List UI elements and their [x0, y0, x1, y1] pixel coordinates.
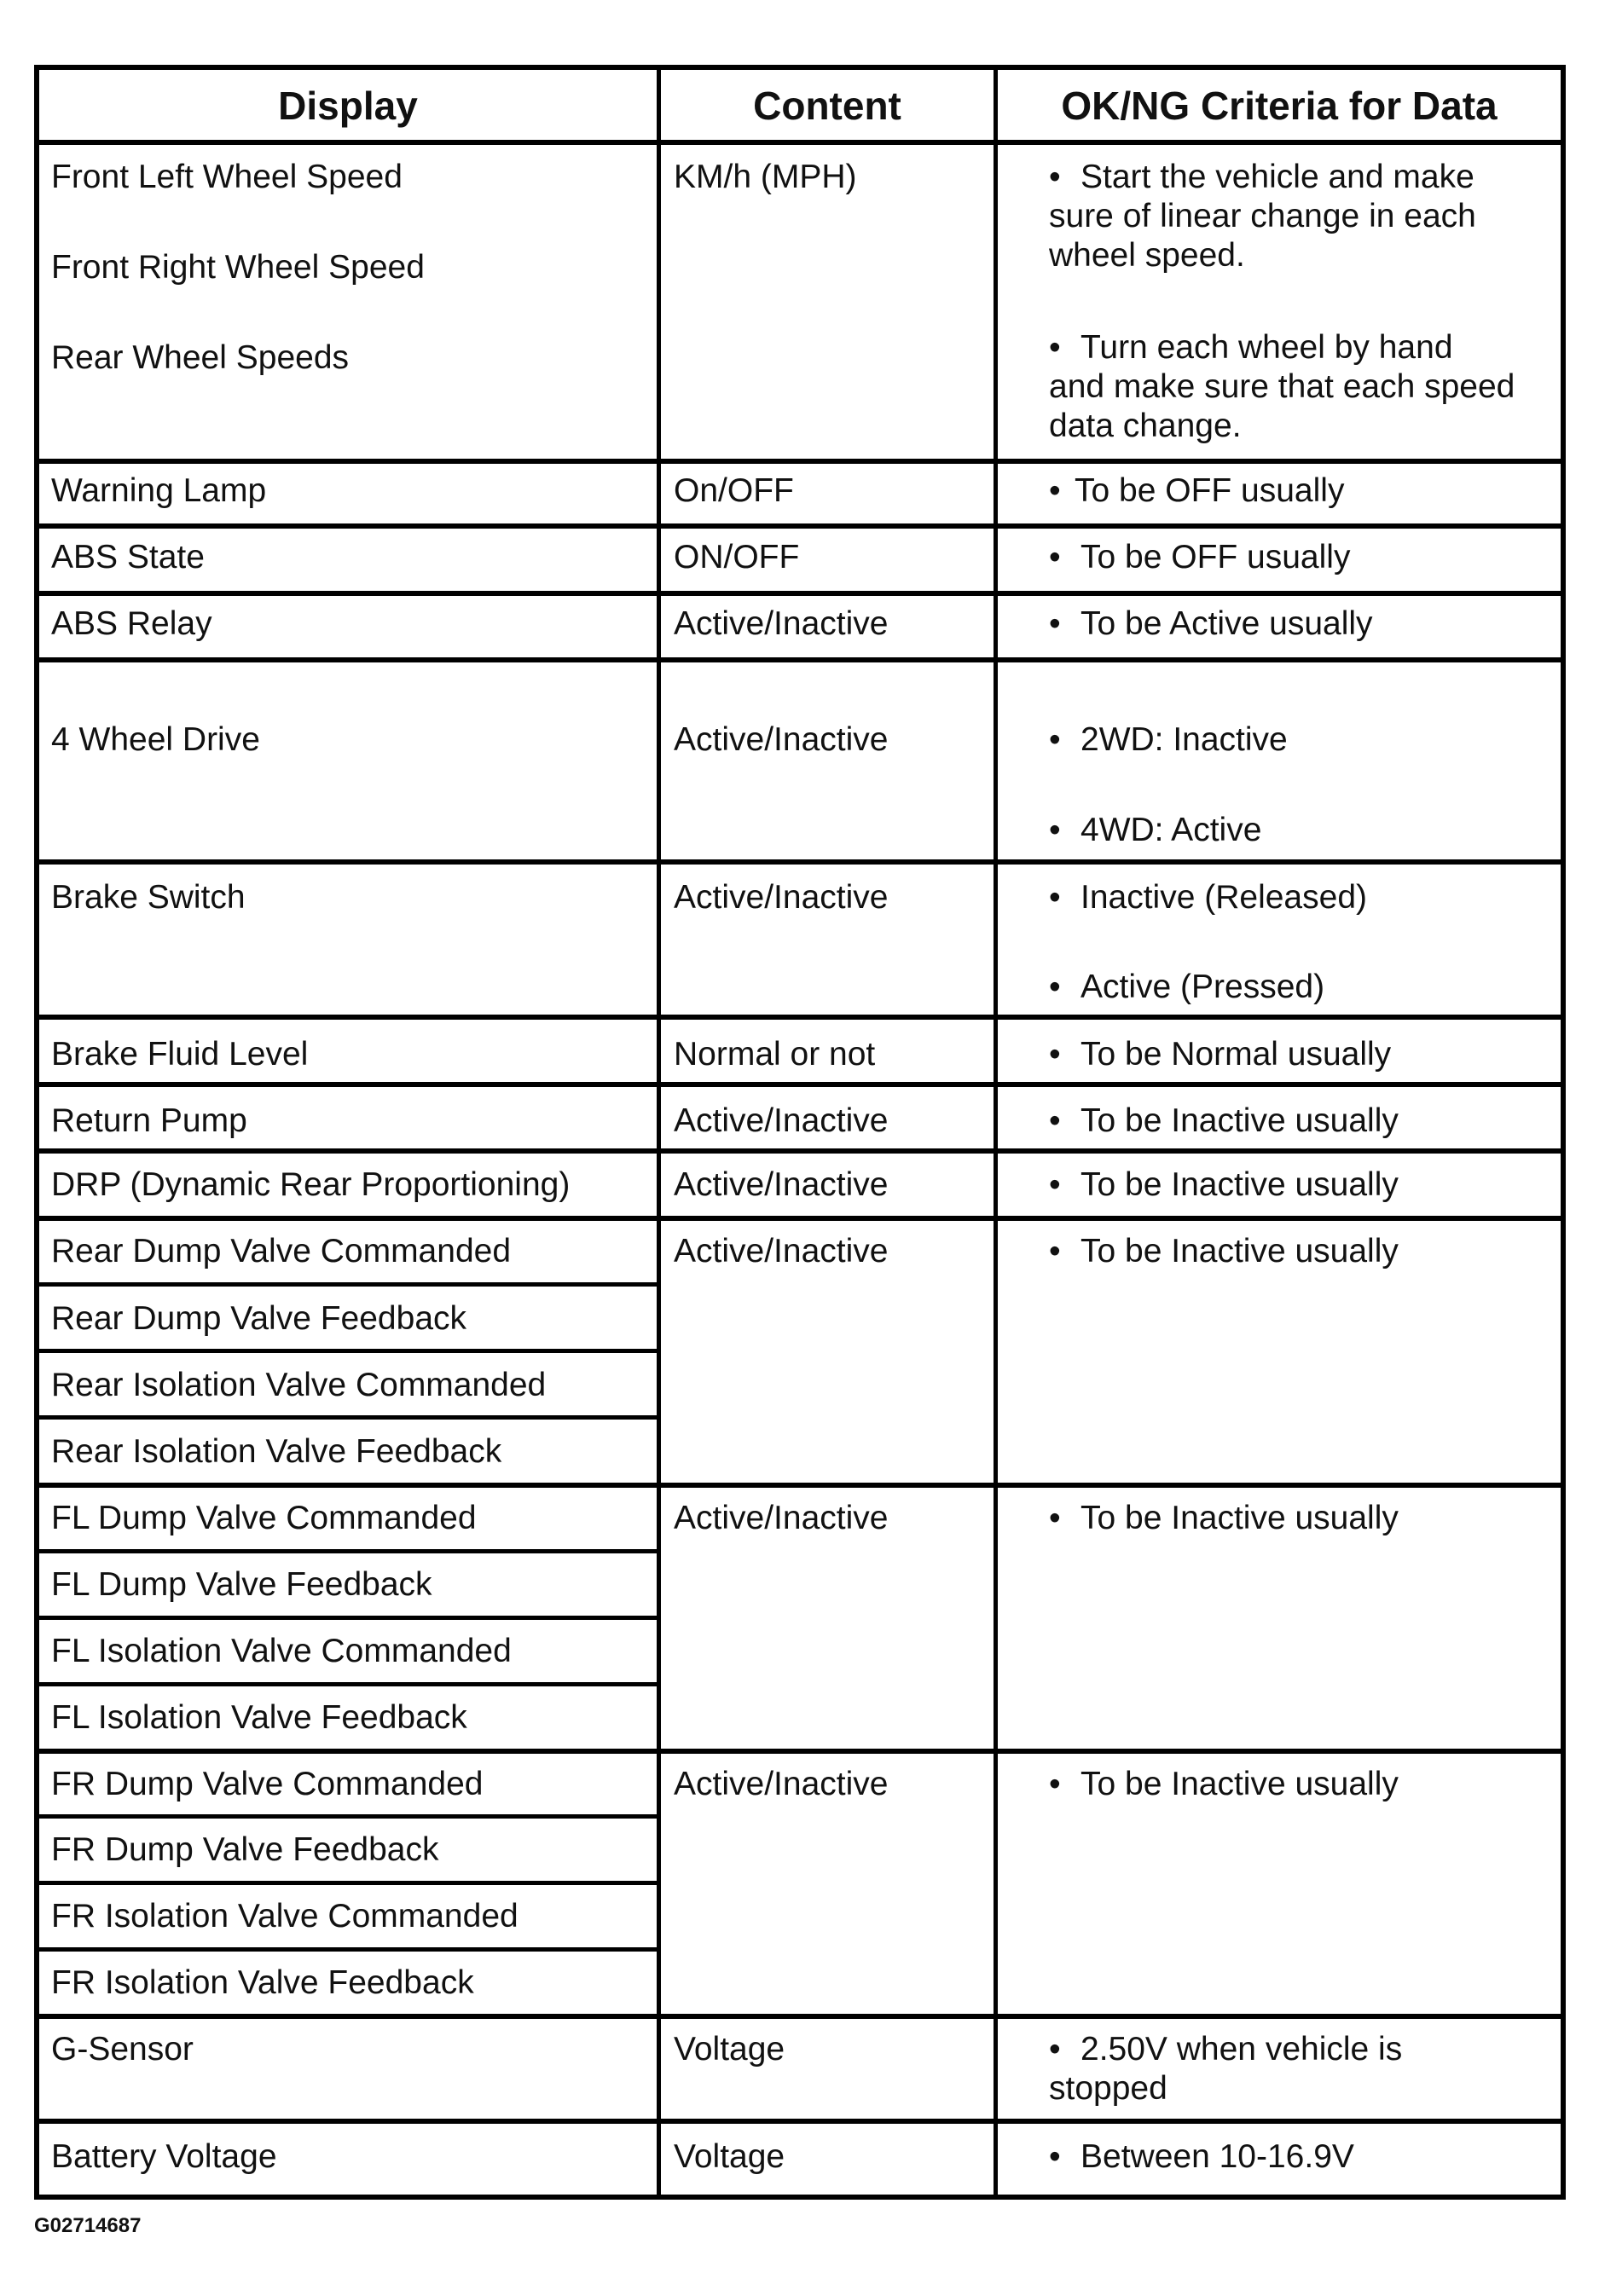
criteria-brake-fluid-level: To be Normal usually [1080, 1036, 1392, 1073]
criteria-drp: To be Inactive usually [1080, 1166, 1399, 1203]
criteria-return-pump: To be Inactive usually [1080, 1102, 1399, 1139]
criteria-g-sensor: 2.50V when vehicle is [1080, 2031, 1403, 2068]
criteria-pressed: Active (Pressed) [1080, 969, 1325, 1005]
content-g-sensor: Voltage [674, 2031, 785, 2068]
content-abs-state: ON/OFF [674, 539, 800, 575]
content-wheel-speed: KM/h (MPH) [674, 159, 857, 195]
criteria-fr-group: To be Inactive usually [1080, 1766, 1399, 1802]
display-fr-isolation-valve-commanded: FR Isolation Valve Commanded [51, 1898, 519, 1935]
criteria-g-sensor-cont: stopped [1049, 2070, 1167, 2107]
criteria-abs-state: To be OFF usually [1080, 539, 1351, 575]
bullet: • [1049, 472, 1061, 509]
display-rear-isolation-valve-feedback: Rear Isolation Valve Feedback [51, 1433, 502, 1470]
display-fl-dump-valve-commanded: FL Dump Valve Commanded [51, 1500, 477, 1536]
figure-code: G02714687 [34, 2214, 142, 2237]
criteria-abs-relay: To be Active usually [1080, 605, 1373, 642]
display-battery-voltage: Battery Voltage [51, 2138, 277, 2175]
bullet: • [1049, 539, 1061, 575]
display-return-pump: Return Pump [51, 1102, 247, 1139]
header-criteria: OK/NG Criteria for Data [1061, 84, 1498, 128]
header-display: Display [278, 84, 418, 128]
content-brake-fluid-level: Normal or not [674, 1036, 876, 1073]
content-warning-lamp: On/OFF [674, 472, 794, 509]
display-fr-dump-valve-feedback: FR Dump Valve Feedback [51, 1831, 439, 1868]
display-front-left-wheel-speed: Front Left Wheel Speed [51, 159, 403, 195]
display-fl-dump-valve-feedback: FL Dump Valve Feedback [51, 1566, 432, 1603]
criteria-4wd: 4WD: Active [1080, 812, 1262, 848]
content-fr-group: Active/Inactive [674, 1766, 889, 1802]
display-rear-isolation-valve-commanded: Rear Isolation Valve Commanded [51, 1367, 547, 1403]
content-fl-group: Active/Inactive [674, 1500, 889, 1536]
bullet: • [1049, 1766, 1061, 1802]
bullet: • [1049, 1036, 1061, 1073]
criteria-2wd: 2WD: Inactive [1080, 721, 1288, 758]
criteria-released: Inactive (Released) [1080, 879, 1367, 916]
header-content: Content [753, 84, 901, 128]
display-warning-lamp: Warning Lamp [51, 472, 267, 509]
bullet: • [1049, 605, 1061, 642]
display-rear-dump-valve-feedback: Rear Dump Valve Feedback [51, 1300, 467, 1337]
content-abs-relay: Active/Inactive [674, 605, 889, 642]
display-rear-dump-valve-commanded: Rear Dump Valve Commanded [51, 1233, 512, 1269]
content-brake-switch: Active/Inactive [674, 879, 889, 916]
bullet: • [1049, 1500, 1061, 1536]
display-4-wheel-drive: 4 Wheel Drive [51, 721, 260, 758]
criteria-text: Turn each wheel by hand [1080, 329, 1453, 366]
display-fr-isolation-valve-feedback: FR Isolation Valve Feedback [51, 1964, 474, 2001]
criteria-text: Start the vehicle and make [1080, 159, 1474, 195]
bullet: • [1049, 879, 1061, 916]
bullet: • [1049, 721, 1061, 758]
content-return-pump: Active/Inactive [674, 1102, 889, 1139]
criteria-battery-voltage: Between 10-16.9V [1080, 2138, 1354, 2175]
content-4-wheel-drive: Active/Inactive [674, 721, 889, 758]
display-brake-switch: Brake Switch [51, 879, 246, 916]
criteria-text: data change. [1049, 408, 1242, 444]
display-rear-wheel-speeds: Rear Wheel Speeds [51, 339, 350, 376]
bullet: • [1049, 1233, 1061, 1269]
display-front-right-wheel-speed: Front Right Wheel Speed [51, 249, 425, 286]
display-brake-fluid-level: Brake Fluid Level [51, 1036, 309, 1073]
criteria-fl-group: To be Inactive usually [1080, 1500, 1399, 1536]
criteria-text: wheel speed. [1049, 237, 1245, 274]
bullet: • [1049, 159, 1061, 195]
content-battery-voltage: Voltage [674, 2138, 785, 2175]
criteria-warning-lamp: To be OFF usually [1075, 472, 1345, 509]
bullet: • [1049, 969, 1061, 1005]
display-drp: DRP (Dynamic Rear Proportioning) [51, 1166, 571, 1203]
display-abs-state: ABS State [51, 539, 205, 575]
content-rear-group: Active/Inactive [674, 1233, 889, 1269]
bullet: • [1049, 812, 1061, 848]
bullet: • [1049, 1102, 1061, 1139]
content-drp: Active/Inactive [674, 1166, 889, 1203]
display-g-sensor: G-Sensor [51, 2031, 194, 2068]
bullet: • [1049, 2138, 1061, 2175]
criteria-rear-group: To be Inactive usually [1080, 1233, 1399, 1269]
display-fl-isolation-valve-commanded: FL Isolation Valve Commanded [51, 1633, 512, 1669]
display-abs-relay: ABS Relay [51, 605, 212, 642]
bullet: • [1049, 2031, 1061, 2068]
criteria-text: and make sure that each speed [1049, 368, 1515, 405]
data-table [34, 65, 1566, 2200]
criteria-text: sure of linear change in each [1049, 198, 1476, 234]
display-fr-dump-valve-commanded: FR Dump Valve Commanded [51, 1766, 484, 1802]
display-fl-isolation-valve-feedback: FL Isolation Valve Feedback [51, 1699, 467, 1736]
bullet: • [1049, 329, 1061, 366]
bullet: • [1049, 1166, 1061, 1203]
